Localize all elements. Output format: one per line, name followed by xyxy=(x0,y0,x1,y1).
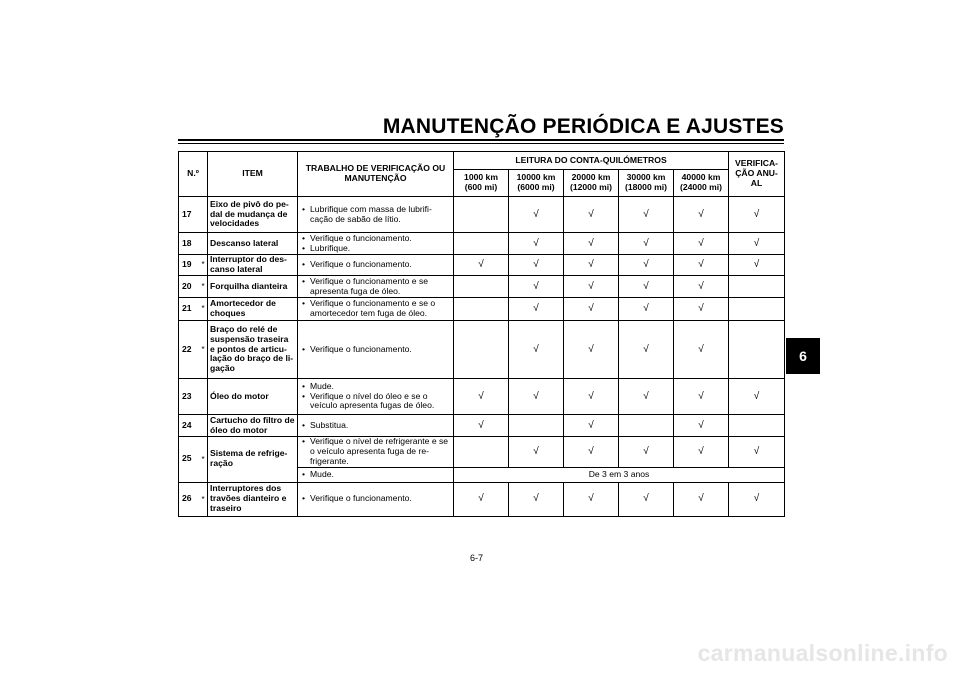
work-cell xyxy=(298,467,454,482)
work-item: • Verifique o funcionamento. xyxy=(310,260,451,270)
interval-km: 10000 km xyxy=(516,172,556,183)
check-mark: √ xyxy=(729,255,785,276)
check-mark: √ xyxy=(674,197,729,233)
row-marker: * xyxy=(202,482,208,516)
row-item: Amortecedor de choques xyxy=(208,298,298,321)
row-number: 21 xyxy=(179,298,202,321)
row-marker: * xyxy=(202,437,208,483)
work-cell xyxy=(298,482,454,516)
check-mark: √ xyxy=(564,255,619,276)
check-mark: √ xyxy=(564,233,619,255)
check-mark: √ xyxy=(454,255,509,276)
row-marker: * xyxy=(202,255,208,276)
row-item: Forquilha dianteira xyxy=(208,276,298,298)
header-work: TRABALHO DE VERIFICAÇÃO OU MANUTENÇÃO xyxy=(298,152,454,197)
work-item: • Verifique o nível do óleo e se o veículo apresenta fugas de óleo. xyxy=(310,392,451,412)
check-mark: √ xyxy=(674,415,729,437)
empty-check-cell xyxy=(509,415,564,437)
row-marker: * xyxy=(202,298,208,321)
row-number: 23 xyxy=(179,379,202,415)
row-item: Eixo de pivô do pe-dal de mudança de velocidades xyxy=(208,197,298,233)
work-cell xyxy=(298,437,454,468)
interval-mi: (18000 mi) xyxy=(624,182,668,192)
row-item: Interruptor do des-canso lateral xyxy=(208,255,298,276)
row-number: 24 xyxy=(179,415,202,437)
page-number: 6-7 xyxy=(470,553,484,563)
header-odometer: LEITURA DO CONTA-QUILÓMETROS xyxy=(454,152,729,170)
maintenance-table xyxy=(178,151,785,517)
row-marker: * xyxy=(202,321,208,379)
check-mark: √ xyxy=(454,482,509,516)
interval-km: 30000 km xyxy=(626,172,666,183)
work-item: • Verifique o funcionamento e se apresenta fuga de óleo. xyxy=(310,277,451,297)
check-mark: √ xyxy=(564,321,619,379)
check-mark: √ xyxy=(564,437,619,468)
header-interval xyxy=(619,170,674,197)
chapter-tab[interactable]: 6 xyxy=(786,338,820,374)
check-mark: √ xyxy=(729,197,785,233)
check-mark: √ xyxy=(729,482,785,516)
work-cell xyxy=(298,255,454,276)
work-item: • Verifique o funcionamento. xyxy=(310,345,451,355)
work-item: • Substitua. xyxy=(310,421,451,431)
row-number: 22 xyxy=(179,321,202,379)
table-row xyxy=(179,437,785,468)
row-item: Interruptores dos travões dianteiro e traseiro xyxy=(208,482,298,516)
check-mark: √ xyxy=(619,379,674,415)
check-mark: √ xyxy=(619,197,674,233)
header-interval xyxy=(674,170,729,197)
check-mark: √ xyxy=(509,482,564,516)
check-mark: √ xyxy=(619,298,674,321)
table-row xyxy=(179,233,785,255)
table-row xyxy=(179,298,785,321)
empty-check-cell xyxy=(454,298,509,321)
table-row xyxy=(179,276,785,298)
work-cell xyxy=(298,379,454,415)
check-mark: √ xyxy=(619,437,674,468)
row-marker: * xyxy=(202,276,208,298)
row-number: 25 xyxy=(179,437,202,483)
work-cell xyxy=(298,321,454,379)
work-item: • Verifique o funcionamento. xyxy=(310,234,451,244)
table-row xyxy=(179,255,785,276)
empty-check-cell xyxy=(729,415,785,437)
check-mark: √ xyxy=(674,255,729,276)
work-cell xyxy=(298,276,454,298)
work-cell xyxy=(298,197,454,233)
row-item: Sistema de refrige-ração xyxy=(208,437,298,483)
empty-check-cell xyxy=(454,321,509,379)
interval-mi: (24000 mi) xyxy=(680,182,723,192)
check-mark: √ xyxy=(729,379,785,415)
watermark: carmanualsonline.info xyxy=(697,640,948,666)
check-mark: √ xyxy=(674,233,729,255)
empty-check-cell xyxy=(454,276,509,298)
interval-km: 20000 km xyxy=(571,172,611,183)
row-number: 19 xyxy=(179,255,202,276)
check-mark: √ xyxy=(619,482,674,516)
check-mark: √ xyxy=(564,379,619,415)
check-mark: √ xyxy=(729,233,785,255)
empty-check-cell xyxy=(454,233,509,255)
row-item: Óleo do motor xyxy=(208,379,298,415)
work-item: • Mude. xyxy=(310,470,451,480)
title-rule xyxy=(178,139,784,141)
interval-km: 1000 km xyxy=(464,172,498,183)
check-mark: √ xyxy=(674,321,729,379)
check-mark: √ xyxy=(509,321,564,379)
table-row xyxy=(179,482,785,516)
check-mark: √ xyxy=(454,379,509,415)
check-mark: √ xyxy=(564,482,619,516)
interval-mi: (6000 mi) xyxy=(517,182,555,192)
work-item: • Mude. xyxy=(310,382,451,392)
table-row xyxy=(179,415,785,437)
check-mark: √ xyxy=(674,482,729,516)
check-mark: √ xyxy=(509,276,564,298)
header-interval xyxy=(454,170,509,197)
row-number: 26 xyxy=(179,482,202,516)
title-rule-thin xyxy=(178,143,784,144)
empty-check-cell xyxy=(729,276,785,298)
interval-span-text: De 3 em 3 anos xyxy=(454,467,785,482)
check-mark: √ xyxy=(454,415,509,437)
work-cell xyxy=(298,298,454,321)
check-mark: √ xyxy=(619,276,674,298)
page-title: MANUTENÇÃO PERIÓDICA E AJUSTES xyxy=(382,115,784,138)
work-item: • Lubrifique com massa de lubrifi-cação de sabão de lítio. xyxy=(310,205,451,225)
check-mark: √ xyxy=(619,233,674,255)
check-mark: √ xyxy=(674,276,729,298)
check-mark: √ xyxy=(674,437,729,468)
row-item: Cartucho do filtro de óleo do motor xyxy=(208,415,298,437)
check-mark: √ xyxy=(674,298,729,321)
row-number: 20 xyxy=(179,276,202,298)
check-mark: √ xyxy=(509,379,564,415)
header-interval xyxy=(509,170,564,197)
interval-mi: (600 mi) xyxy=(464,182,498,192)
header-num: N.º xyxy=(179,152,208,197)
empty-check-cell xyxy=(454,197,509,233)
check-mark: √ xyxy=(564,276,619,298)
table-row xyxy=(179,197,785,233)
check-mark: √ xyxy=(564,415,619,437)
table-row xyxy=(179,321,785,379)
work-item: • Verifique o nível de refrigerante e se o veículo apresenta fuga de re-frigerante. xyxy=(310,437,451,467)
check-mark: √ xyxy=(674,379,729,415)
check-mark: √ xyxy=(564,197,619,233)
row-number: 17 xyxy=(179,197,202,233)
row-number: 18 xyxy=(179,233,202,255)
interval-mi: (12000 mi) xyxy=(569,182,613,192)
table-row xyxy=(179,379,785,415)
work-cell xyxy=(298,233,454,255)
empty-check-cell xyxy=(729,321,785,379)
header-item: ITEM xyxy=(208,152,298,197)
empty-check-cell xyxy=(619,415,674,437)
row-item: Descanso lateral xyxy=(208,233,298,255)
check-mark: √ xyxy=(729,437,785,468)
header-annual: VERIFICA-ÇÃO ANU-AL xyxy=(729,152,785,197)
check-mark: √ xyxy=(509,197,564,233)
empty-check-cell xyxy=(454,437,509,468)
empty-check-cell xyxy=(729,298,785,321)
check-mark: √ xyxy=(509,298,564,321)
interval-km: 40000 km xyxy=(681,172,721,183)
check-mark: √ xyxy=(564,298,619,321)
header-interval xyxy=(564,170,619,197)
row-item: Braço do relé de suspensão traseira e pontos de articu-lação do braço de li-gação xyxy=(208,321,298,379)
work-item: • Lubrifique. xyxy=(310,244,451,254)
check-mark: √ xyxy=(509,255,564,276)
work-cell xyxy=(298,415,454,437)
check-mark: √ xyxy=(619,321,674,379)
check-mark: √ xyxy=(509,233,564,255)
work-item: • Verifique o funcionamento e se o amortecedor tem fuga de óleo. xyxy=(310,299,451,319)
check-mark: √ xyxy=(509,437,564,468)
check-mark: √ xyxy=(619,255,674,276)
work-item: • Verifique o funcionamento. xyxy=(310,494,451,504)
